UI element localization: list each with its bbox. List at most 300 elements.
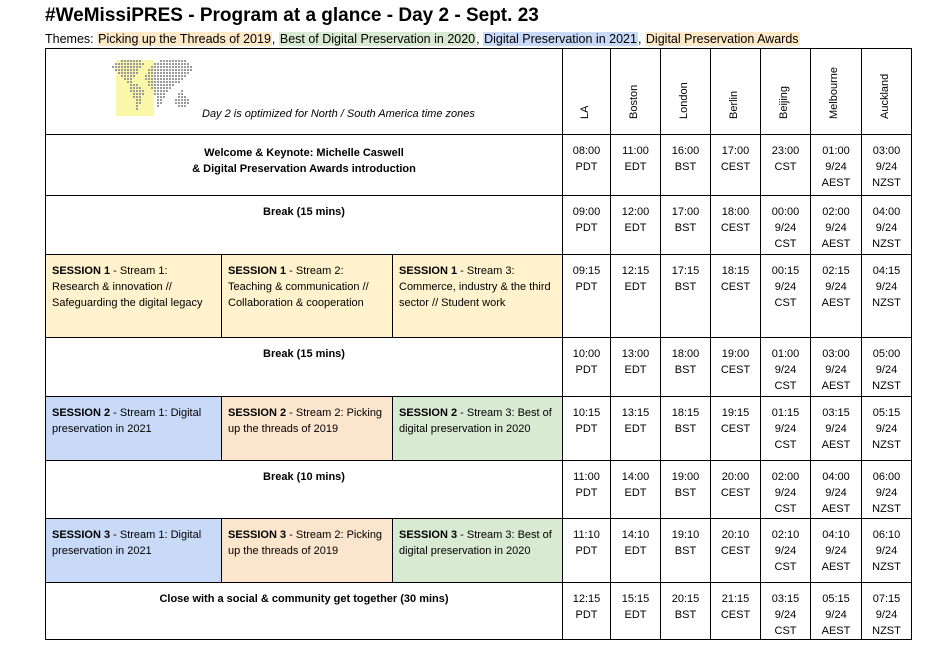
- map-dot: [136, 66, 138, 68]
- header-row: [46, 49, 912, 135]
- world-map-icon: [108, 58, 192, 116]
- time-cell: 19:10 BST: [661, 519, 711, 583]
- map-dot: [127, 63, 129, 65]
- time-cell: 11:00 EDT: [611, 135, 661, 196]
- time-cell: 20:10 CEST: [711, 519, 761, 583]
- map-dot: [190, 69, 192, 71]
- themes-sep: ,: [637, 32, 645, 46]
- session-3-stream-3: SESSION 3 - Stream 3: Best of digital preservation in 2020: [393, 519, 563, 583]
- break-label: Break (10 mins): [46, 461, 563, 519]
- map-dot: [172, 81, 174, 83]
- map-dot: [163, 78, 165, 80]
- time-cell: 17:00 BST: [661, 196, 711, 255]
- city-header-melbourne: Melbourne: [811, 49, 862, 135]
- map-dot: [175, 63, 177, 65]
- map-dot: [154, 90, 156, 92]
- map-dot: [175, 60, 177, 62]
- map-dot: [157, 96, 159, 98]
- map-dot: [178, 66, 180, 68]
- city-header-boston: Boston: [611, 49, 661, 135]
- map-dot: [157, 63, 159, 65]
- map-dot: [181, 93, 183, 95]
- map-dot: [178, 69, 180, 71]
- map-dot: [133, 90, 135, 92]
- map-dot: [154, 63, 156, 65]
- map-dot: [163, 90, 165, 92]
- map-dot: [175, 78, 177, 80]
- session-3-stream-2: SESSION 3 - Stream 2: Picking up the threads of 2019: [222, 519, 393, 583]
- city-header-la: LA: [563, 49, 611, 135]
- time-cell: 00:15 9/24 CST: [761, 255, 811, 338]
- time-cell: 04:15 9/24 NZST: [862, 255, 912, 338]
- themes-sep: ,: [476, 32, 484, 46]
- map-dot: [172, 72, 174, 74]
- time-cell: 20:00 CEST: [711, 461, 761, 519]
- map-dot: [190, 66, 192, 68]
- map-dot: [139, 99, 141, 101]
- map-dot: [157, 81, 159, 83]
- time-cell: 03:15 9/24 AEST: [811, 397, 862, 461]
- map-dot: [133, 96, 135, 98]
- map-dot: [139, 90, 141, 92]
- map-dot: [136, 108, 138, 110]
- map-dot: [136, 60, 138, 62]
- map-dot: [166, 84, 168, 86]
- map-dot: [178, 81, 180, 83]
- map-dot: [181, 105, 183, 107]
- schedule-row-session-2: [46, 397, 912, 461]
- time-cell: 11:10 PDT: [563, 519, 611, 583]
- map-dot: [166, 63, 168, 65]
- theme-dp-awards: Digital Preservation Awards: [645, 32, 799, 46]
- time-cell: 03:00 9/24 NZST: [862, 135, 912, 196]
- map-dot: [172, 69, 174, 71]
- map-dot: [157, 105, 159, 107]
- timezone-note: Day 2 is optimized for North / South America time zones: [202, 108, 475, 120]
- map-dot: [181, 78, 183, 80]
- time-cell: 02:00 9/24 AEST: [811, 196, 862, 255]
- map-dot: [160, 81, 162, 83]
- map-dot: [178, 72, 180, 74]
- map-dot: [121, 66, 123, 68]
- time-cell: 13:00 EDT: [611, 338, 661, 397]
- map-dot: [136, 84, 138, 86]
- map-dot: [133, 66, 135, 68]
- city-header-auckland: Auckland: [862, 49, 912, 135]
- session-2-stream-3: SESSION 2 - Stream 3: Best of digital preservation in 2020: [393, 397, 563, 461]
- map-dot: [127, 69, 129, 71]
- map-dot: [160, 66, 162, 68]
- map-dot: [121, 69, 123, 71]
- time-cell: 19:00 BST: [661, 461, 711, 519]
- time-cell: 01:15 9/24 CST: [761, 397, 811, 461]
- time-cell: 20:15 BST: [661, 583, 711, 640]
- map-dot: [118, 69, 120, 71]
- map-dot: [178, 96, 180, 98]
- map-dot: [166, 81, 168, 83]
- map-dot: [133, 87, 135, 89]
- map-dot: [139, 102, 141, 104]
- map-dot: [148, 72, 150, 74]
- map-dot: [163, 87, 165, 89]
- time-cell: 04:00 9/24 AEST: [811, 461, 862, 519]
- map-dot: [184, 63, 186, 65]
- map-dot: [133, 60, 135, 62]
- map-dot: [118, 72, 120, 74]
- map-dot: [127, 78, 129, 80]
- map-dot: [118, 63, 120, 65]
- map-dot: [133, 69, 135, 71]
- map-dot: [145, 75, 147, 77]
- map-dot: [130, 66, 132, 68]
- map-dot: [160, 69, 162, 71]
- time-cell: 12:15 PDT: [563, 583, 611, 640]
- map-dot: [124, 75, 126, 77]
- schedule-row-break: [46, 196, 912, 255]
- schedule-row-session-1: [46, 255, 912, 338]
- time-cell: 17:15 BST: [661, 255, 711, 338]
- map-dot: [133, 75, 135, 77]
- map-dot: [160, 93, 162, 95]
- map-dot: [127, 81, 129, 83]
- map-dot: [136, 99, 138, 101]
- map-dot: [160, 102, 162, 104]
- schedule-table: [45, 48, 912, 640]
- map-dot: [172, 84, 174, 86]
- map-dot: [169, 72, 171, 74]
- time-cell: 09:00 PDT: [563, 196, 611, 255]
- time-cell: 07:15 9/24 NZST: [862, 583, 912, 640]
- map-dot: [187, 66, 189, 68]
- map-dot: [154, 81, 156, 83]
- map-dot: [184, 102, 186, 104]
- map-dot: [157, 75, 159, 77]
- map-dot: [154, 78, 156, 80]
- map-dot: [160, 63, 162, 65]
- map-dot: [154, 72, 156, 74]
- time-cell: 18:15 CEST: [711, 255, 761, 338]
- time-cell: 14:00 EDT: [611, 461, 661, 519]
- time-cell: 10:15 PDT: [563, 397, 611, 461]
- map-dot: [124, 60, 126, 62]
- map-dot: [124, 69, 126, 71]
- map-dot: [151, 72, 153, 74]
- map-dot: [169, 84, 171, 86]
- time-cell: 09:15 PDT: [563, 255, 611, 338]
- themes-sep: ,: [271, 32, 279, 46]
- map-dot: [178, 93, 180, 95]
- map-dot: [163, 69, 165, 71]
- session-1-stream-1: SESSION 1 - Stream 1: Research & innovation // Safeguarding the digital legacy: [46, 255, 222, 338]
- map-dot: [121, 72, 123, 74]
- map-dot: [163, 63, 165, 65]
- theme-dp-2021: Digital Preservation in 2021: [484, 32, 637, 46]
- map-dot: [157, 93, 159, 95]
- map-dot: [184, 96, 186, 98]
- session-2-stream-1: SESSION 2 - Stream 1: Digital preservation in 2021: [46, 397, 222, 461]
- time-cell: 04:10 9/24 AEST: [811, 519, 862, 583]
- map-dot: [160, 96, 162, 98]
- time-cell: 08:00 PDT: [563, 135, 611, 196]
- map-dot: [160, 90, 162, 92]
- map-dot: [130, 60, 132, 62]
- time-cell: 10:00 PDT: [563, 338, 611, 397]
- map-dot: [181, 69, 183, 71]
- map-dot: [166, 60, 168, 62]
- map-dot: [163, 72, 165, 74]
- map-dot: [175, 81, 177, 83]
- map-dot: [169, 60, 171, 62]
- map-dot: [139, 96, 141, 98]
- map-dot: [175, 99, 177, 101]
- map-dot: [163, 75, 165, 77]
- map-dot: [157, 66, 159, 68]
- map-dot: [181, 63, 183, 65]
- map-dot: [136, 105, 138, 107]
- map-dot: [172, 63, 174, 65]
- map-dot: [151, 66, 153, 68]
- map-dot: [112, 66, 114, 68]
- city-header-beijing: Beijing: [761, 49, 811, 135]
- map-dot: [142, 90, 144, 92]
- time-cell: 19:15 CEST: [711, 397, 761, 461]
- map-dot: [130, 87, 132, 89]
- schedule-row-break: [46, 338, 912, 397]
- map-dot: [151, 84, 153, 86]
- map-dot: [136, 87, 138, 89]
- map-dot: [127, 66, 129, 68]
- schedule-row-keynote: [46, 135, 912, 196]
- map-dot: [166, 75, 168, 77]
- time-cell: 05:15 9/24 NZST: [862, 397, 912, 461]
- map-dot: [142, 63, 144, 65]
- map-dot: [124, 72, 126, 74]
- map-dot: [163, 93, 165, 95]
- time-cell: 04:00 9/24 NZST: [862, 196, 912, 255]
- map-dot: [136, 72, 138, 74]
- map-dot: [151, 78, 153, 80]
- map-dot: [115, 63, 117, 65]
- map-dot: [181, 66, 183, 68]
- map-dot: [154, 87, 156, 89]
- map-dot: [130, 90, 132, 92]
- map-dot: [136, 102, 138, 104]
- map-dot: [121, 63, 123, 65]
- map-dot: [163, 84, 165, 86]
- city-header-berlin: Berlin: [711, 49, 761, 135]
- map-dot: [148, 84, 150, 86]
- map-dot: [124, 66, 126, 68]
- map-dot: [181, 96, 183, 98]
- map-dot: [184, 66, 186, 68]
- map-dot: [184, 75, 186, 77]
- map-dot: [139, 87, 141, 89]
- themes-line: [45, 32, 800, 46]
- map-dot: [151, 81, 153, 83]
- map-dot: [160, 75, 162, 77]
- map-dot: [124, 63, 126, 65]
- map-dot: [157, 99, 159, 101]
- map-dot: [178, 99, 180, 101]
- time-cell: 06:10 9/24 NZST: [862, 519, 912, 583]
- map-dot: [121, 75, 123, 77]
- map-dot: [157, 87, 159, 89]
- map-dot: [187, 63, 189, 65]
- map-dot: [118, 66, 120, 68]
- map-dot: [172, 66, 174, 68]
- map-dot: [154, 93, 156, 95]
- map-dot: [175, 75, 177, 77]
- time-cell: 12:15 EDT: [611, 255, 661, 338]
- map-dot: [151, 75, 153, 77]
- map-dot: [169, 66, 171, 68]
- map-dot: [169, 78, 171, 80]
- map-dot: [157, 78, 159, 80]
- map-dot: [154, 75, 156, 77]
- map-dot: [187, 102, 189, 104]
- header-info-cell: [46, 49, 563, 135]
- map-dot: [169, 69, 171, 71]
- map-dot: [154, 66, 156, 68]
- page-title: #WeMissiPRES - Program at a glance - Day 2 - Sept. 23: [45, 5, 539, 26]
- map-dot: [148, 81, 150, 83]
- map-dot: [136, 96, 138, 98]
- themes-prefix: Themes:: [45, 32, 98, 46]
- map-dot: [136, 90, 138, 92]
- map-dot: [127, 75, 129, 77]
- map-dot: [178, 105, 180, 107]
- map-dot: [160, 87, 162, 89]
- time-cell: 19:00 CEST: [711, 338, 761, 397]
- close-label: Close with a social & community get together (30 mins): [46, 583, 563, 640]
- map-dot: [169, 75, 171, 77]
- map-dot: [160, 78, 162, 80]
- map-dot: [154, 69, 156, 71]
- schedule-row-close: [46, 583, 912, 640]
- map-dot: [163, 96, 165, 98]
- map-dot: [151, 87, 153, 89]
- time-cell: 11:00 PDT: [563, 461, 611, 519]
- map-dot: [178, 102, 180, 104]
- map-dot: [133, 72, 135, 74]
- map-dot: [157, 102, 159, 104]
- break-label: Break (15 mins): [46, 196, 563, 255]
- map-dot: [184, 72, 186, 74]
- map-dot: [184, 69, 186, 71]
- map-dot: [157, 84, 159, 86]
- map-dot: [148, 69, 150, 71]
- map-dot: [148, 78, 150, 80]
- time-cell: 05:15 9/24 AEST: [811, 583, 862, 640]
- map-dot: [169, 87, 171, 89]
- map-dot: [181, 60, 183, 62]
- map-dot: [175, 72, 177, 74]
- session-1-stream-3: SESSION 1 - Stream 3: Commerce, industry & the third sector // Student work: [393, 255, 563, 338]
- map-dot: [160, 99, 162, 101]
- map-dot: [172, 60, 174, 62]
- map-dot: [160, 84, 162, 86]
- map-dot: [160, 60, 162, 62]
- map-dot: [166, 78, 168, 80]
- map-dot: [178, 75, 180, 77]
- map-dot: [130, 69, 132, 71]
- map-dot: [175, 66, 177, 68]
- map-dot: [181, 99, 183, 101]
- map-dot: [187, 72, 189, 74]
- map-dot: [127, 72, 129, 74]
- time-cell: 02:00 9/24 CST: [761, 461, 811, 519]
- map-dot: [139, 93, 141, 95]
- map-dot: [163, 60, 165, 62]
- map-dot: [181, 72, 183, 74]
- map-dot: [187, 69, 189, 71]
- map-dot: [133, 84, 135, 86]
- map-dot: [151, 69, 153, 71]
- map-dot: [133, 63, 135, 65]
- map-dot: [187, 99, 189, 101]
- map-dot: [115, 66, 117, 68]
- map-dot: [166, 69, 168, 71]
- map-dot: [121, 60, 123, 62]
- time-cell: 01:00 9/24 CST: [761, 338, 811, 397]
- map-dot: [169, 81, 171, 83]
- time-cell: 02:15 9/24 AEST: [811, 255, 862, 338]
- time-cell: 03:00 9/24 AEST: [811, 338, 862, 397]
- time-cell: 18:15 BST: [661, 397, 711, 461]
- map-dot: [172, 78, 174, 80]
- map-dot: [178, 78, 180, 80]
- map-dot: [145, 78, 147, 80]
- map-dot: [130, 75, 132, 77]
- map-dot: [184, 60, 186, 62]
- map-dot: [115, 69, 117, 71]
- map-dot: [184, 99, 186, 101]
- map-dot: [175, 102, 177, 104]
- map-dot: [130, 84, 132, 86]
- time-cell: 23:00 CST: [761, 135, 811, 196]
- map-dot: [124, 78, 126, 80]
- time-cell: 16:00 BST: [661, 135, 711, 196]
- theme-threads-2019: Picking up the Threads of 2019: [98, 32, 271, 46]
- map-dot: [181, 102, 183, 104]
- time-cell: 00:00 9/24 CST: [761, 196, 811, 255]
- map-dot: [136, 93, 138, 95]
- time-cell: 17:00 CEST: [711, 135, 761, 196]
- map-dot: [166, 90, 168, 92]
- map-dot: [154, 84, 156, 86]
- map-dot: [160, 72, 162, 74]
- map-dot: [157, 72, 159, 74]
- time-cell: 06:00 9/24 NZST: [862, 461, 912, 519]
- map-dot: [181, 90, 183, 92]
- map-dot: [172, 75, 174, 77]
- time-cell: 01:00 9/24 AEST: [811, 135, 862, 196]
- session-2-stream-2: SESSION 2 - Stream 2: Picking up the threads of 2019: [222, 397, 393, 461]
- time-cell: 13:15 EDT: [611, 397, 661, 461]
- session-3-stream-1: SESSION 3 - Stream 1: Digital preservation in 2021: [46, 519, 222, 583]
- map-dot: [157, 90, 159, 92]
- theme-best-2020: Best of Digital Preservation in 2020: [279, 32, 476, 46]
- time-cell: 02:10 9/24 CST: [761, 519, 811, 583]
- time-cell: 15:15 EDT: [611, 583, 661, 640]
- time-cell: 14:10 EDT: [611, 519, 661, 583]
- map-dot: [133, 93, 135, 95]
- time-cell: 18:00 CEST: [711, 196, 761, 255]
- schedule-row-session-3: [46, 519, 912, 583]
- map-dot: [127, 60, 129, 62]
- map-dot: [130, 81, 132, 83]
- time-cell: 05:00 9/24 NZST: [862, 338, 912, 397]
